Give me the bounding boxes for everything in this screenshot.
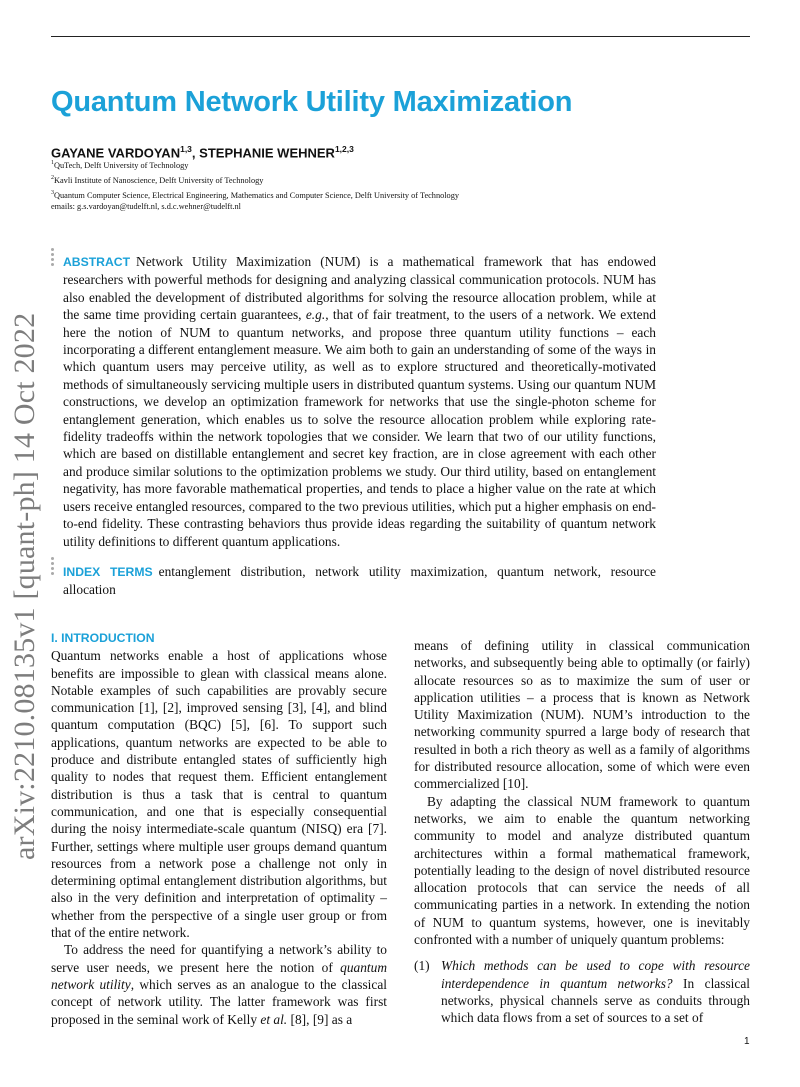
affiliation-mark: 3 [51,189,54,196]
abstract [63,253,656,550]
text-run: [8], [9] as a [287,1011,353,1027]
affiliation-text: Kavli Institute of Nanoscience, Delft University of Technology [54,175,264,185]
arxiv-stamp: arXiv:2210.08135v1 [quant-ph] 14 Oct 2022 [8,312,41,860]
emphasis: et al. [260,1011,288,1027]
abstract-emphasis: e.g. [305,307,326,323]
question-emphasis: Which methods can be used to cope with resource interdependence in quantum networks? [441,958,750,991]
abstract-text: , that of fair treatment, to the users of a network. We extend here the notion of NUM to quantum networks, and propose three quantum utility functions – each incorporating a different entanglement measure. We aim both to gain an understanding of some of the ways in which quantum users may perceive utility, as well as to explore structured and theoretically-motivated methods of simultaneously servicing multiple users in distributed quantum systems. Using our quantum NUM constructions, we develop an optimization framework for networks that use the single-photon scheme for entanglement generation, which enables us to solve the resource allocation problem while exploring rate-fidelity tradeoffs within the network topologies that we consider. We learn that two of our utility functions, which are based on distillable entanglement and secret key fraction, are in close agreement with each other and produce similar solutions to the optimization problems we study. Our third utility, based on entanglement negativity, has more favorable mathematical properties, and tends to place a higher value on the rate at which users receive entangled resources, compared to the two previous utilities, which put a higher emphasis on end-to-end fidelity. These contrasting behaviors thus provide ideas regarding the suitability of quantum network utility definitions to different quantum applications. [63,307,656,549]
affiliation [51,172,459,187]
list-item [414,957,750,1026]
text-run: To address the need for quantifying a network’s ability to serve user needs, we present here the notion of [51,942,387,975]
paragraph: By adapting the classical NUM framework to quantum networks, we aim to enable the quantum networking community to model and analyze distributed quantum architectures within a formal mathematical framework, potentially leading to the design of novel distributed resource allocation protocols that can service the needs of all communicating parties in a network. In extending the notion of NUM to quantum systems, however, one is inevitably confronted with a number of uniquely quantum problems: [414,793,750,948]
abstract-text: Network Utility Maximization (NUM) is a mathematical framework that has endowed researchers with powerful methods for designing and analyzing classical communication protocols. NUM has also enabled the development of distributed algorithms for solving the resource allocation problem, while at the same time providing certain guarantees, [63,254,656,323]
affiliation-text: Quantum Computer Science, Electrical Engineering, Mathematics and Computer Science, Delft University of Technology [54,190,460,200]
index-terms-marker [51,557,56,577]
index-terms-text: entanglement distribution, network utility maximization, quantum network, resource allocation [63,564,656,598]
affiliation [51,157,459,172]
author-2-affil: 1,2,3 [334,144,354,154]
list-body [441,957,750,1026]
affiliation-mark: 2 [51,174,54,181]
page-number: 1 [744,1036,750,1047]
text-run: , which serves as an analogue to the classical concept of network utility. The latter framework was first proposed in the seminal work of Kelly [51,976,387,1027]
index-terms [63,563,656,599]
emails: emails: g.s.vardoyan@tudelft.nl, s.d.c.wehner@tudelft.nl [51,202,241,212]
affiliation [51,187,459,202]
abstract-label: ABSTRACT [63,255,131,269]
paragraph: means of defining utility in classical communication networks, and subsequently being able to optimally (or fairly) allocate resources so as to maximize the sum of user or application utilities – a process that is known as Network Utility Maximization (NUM). NUM’s introduction to the networking community spurred a large body of research that resulted in both a rich theory as well as a family of algorithms for distributed resource allocation, some of which were even commercialized [10]. [414,638,750,792]
emphasis: quantum network utility [51,959,387,992]
index-terms-label: INDEX TERMS [63,565,153,579]
left-column [51,630,387,1028]
right-column [414,637,750,1027]
paper-title: Quantum Network Utility Maximization [51,86,573,118]
author-1: GAYANE VARDOYAN [51,145,181,161]
top-rule [51,36,750,37]
author-1-affil: 1,3 [180,144,192,154]
list-number: (1) [414,958,430,974]
paragraph: Quantum networks enable a host of applications whose benefits are impossible to glean with classical means alone. Notable examples of such capabilities are provably secure communication [1], [2], improved sensing [3], [4], and blind quantum computation (BQC) [5], [6]. To support such applications, quantum networks are expected to be able to produce and distribute entangled states of sufficiently high quality to nodes that request them. Efficient entanglement distribution is thus a task that is central to quantum communication, and one that is especially consequential during the noisy intermediate-scale quantum (NISQ) era [7]. Further, settings where multiple user groups demand quantum resources from a network pose a challenge not only in determining optimal entanglement distribution algorithms, but also in the very definition and interpretation of optimality – whether from the perspective of a single user group or from that of the entire network. [51,648,387,941]
text-run: In classical networks, physical channels serve as conduits through which data flows from a set of sources to a set of [441,975,750,1026]
affiliations [51,157,459,213]
author-2: STEPHANIE WEHNER [199,145,335,161]
author-separator: , [191,145,200,161]
section-heading: I. INTRODUCTION [51,631,155,645]
affiliation-mark: 1 [51,160,54,166]
paragraph [51,941,387,1027]
affiliation-text: QuTech, Delft University of Technology [54,160,189,170]
abstract-marker [51,248,56,268]
